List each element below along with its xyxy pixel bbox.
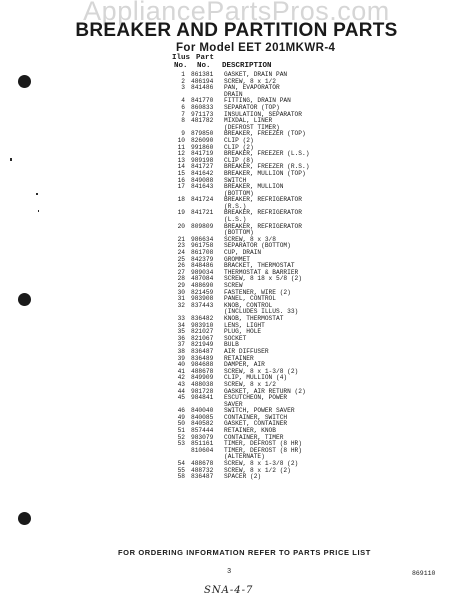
illus-number: 13: [177, 156, 185, 164]
illus-number: 21: [177, 235, 185, 243]
illus-number: 32: [177, 301, 185, 309]
illus-number: [166, 92, 191, 99]
illus-number: 18: [177, 196, 185, 204]
part-number: 487084: [191, 275, 214, 283]
part-description: BREAKER, REFRIGERATOR: [224, 196, 302, 204]
illus-number: 16: [177, 176, 185, 184]
illus-number: 49: [177, 413, 185, 421]
part-number: 488690: [191, 282, 214, 289]
illus-number: 53: [177, 440, 185, 448]
illus-number: 46: [177, 407, 185, 415]
part-number: 486194: [191, 77, 214, 85]
illus-number: 52: [177, 433, 185, 441]
part-number: 837443: [191, 301, 214, 309]
illus-number: 58: [177, 473, 185, 481]
part-description: BULB: [224, 341, 239, 349]
punch-hole-top: [18, 75, 31, 88]
part-number: 841770: [191, 97, 214, 105]
illus-number: 4: [181, 97, 185, 105]
illus-number: 9: [181, 130, 185, 138]
part-description: BREAKER, REFRIGERATOR: [224, 209, 302, 217]
part-description: (R.S.): [224, 202, 247, 210]
part-number: 989198: [191, 156, 214, 164]
punch-hole-bottom: [18, 512, 31, 525]
part-number: 983910: [191, 321, 214, 329]
table-row: [166, 210, 424, 217]
scan-speck: [38, 210, 39, 212]
part-description: SPACER (2): [224, 473, 262, 481]
part-description: MIXDAL, LINER: [224, 117, 273, 125]
parts-list: [166, 72, 424, 481]
illus-number: 40: [177, 361, 185, 369]
part-description: BREAKER, FREEZER (TOP): [224, 130, 306, 138]
illus-number: 10: [177, 136, 185, 144]
part-number: 488038: [191, 380, 214, 388]
part-description: CLIP (2): [224, 143, 254, 151]
part-description: BREAKER, MULLION (TOP): [224, 169, 306, 177]
illus-number: 30: [177, 288, 185, 296]
part-description: SCREW: [224, 282, 243, 289]
scan-speck: [36, 193, 38, 195]
document-code: 869110: [412, 570, 436, 577]
page-title: BREAKER AND PARTITION PARTS: [75, 20, 398, 41]
part-description: CLIP (2): [224, 136, 254, 144]
part-description: GASKET, AIR RETURN (2): [224, 387, 306, 395]
illus-number: 29: [177, 282, 185, 289]
part-description: RETAINER: [224, 354, 254, 362]
part-description: FITTING, DRAIN PAN: [224, 97, 291, 105]
part-description: PAN, EVAPORATOR: [224, 84, 280, 92]
illus-number: 26: [177, 262, 185, 270]
illus-number: 7: [181, 110, 185, 118]
part-number: 841486: [191, 84, 214, 92]
part-description: SCREW, 8 x 1-3/8 (2): [224, 460, 299, 468]
part-description: DRAIN: [224, 90, 243, 98]
part-description: CONTAINER, SWITCH: [224, 413, 288, 421]
illus-number: 33: [177, 314, 185, 322]
table-row: [166, 448, 424, 455]
handwritten-mark: SNA-4-7: [204, 585, 254, 596]
part-description: TIMER, DEFROST (8 HR): [224, 446, 302, 454]
part-number: 841721: [191, 209, 214, 217]
punch-hole-middle: [18, 293, 31, 306]
illus-number: 8: [181, 117, 185, 125]
part-description: DAMPER, AIR: [224, 361, 265, 369]
part-number: 861708: [191, 249, 214, 257]
part-number: 851161: [191, 440, 214, 448]
part-number: 841643: [191, 183, 214, 191]
illus-number: 50: [177, 420, 185, 428]
illus-number: 35: [177, 328, 185, 336]
part-description: (DEFROST TIMER): [224, 123, 280, 131]
table-row: [166, 197, 424, 204]
illus-number: [166, 448, 191, 455]
illus-number: 12: [177, 150, 185, 158]
part-description: CONTAINER, TIMER: [224, 433, 284, 441]
part-number: 983908: [191, 295, 214, 303]
part-description: SEPARATOR (TOP): [224, 103, 280, 111]
part-description: TIMER, DEFROST (8 HR): [224, 440, 302, 448]
illus-number: 28: [177, 275, 185, 283]
part-description: SWITCH: [224, 176, 247, 184]
illus-number: 6: [181, 103, 185, 111]
part-number: 481782: [191, 117, 214, 125]
part-number: 860833: [191, 103, 214, 111]
table-row: [166, 118, 424, 125]
part-description: GROMMET: [224, 255, 250, 263]
part-number: 841724: [191, 196, 214, 204]
illus-number: 20: [177, 222, 185, 230]
part-number: 836489: [191, 354, 214, 362]
part-description: GASKET, CONTAINER: [224, 420, 288, 428]
part-description: CUP, DRAIN: [224, 249, 262, 257]
part-description: PANEL, CONTROL: [224, 295, 276, 303]
part-number: 991860: [191, 143, 214, 151]
part-description: THERMOSTAT & BARRIER: [224, 268, 299, 276]
table-row: [166, 474, 424, 481]
part-description: SCREW, 8 x 1/2 (2): [224, 466, 291, 474]
illus-number: 41: [177, 367, 185, 375]
illus-number: 31: [177, 295, 185, 303]
part-number: 841727: [191, 163, 214, 171]
part-description: (ALTERNATE): [224, 453, 265, 461]
illus-number: 34: [177, 321, 185, 329]
part-number: 984688: [191, 361, 214, 369]
part-description: (L.S.): [224, 216, 247, 224]
part-number: 826090: [191, 136, 214, 144]
part-description: SCREW, 8 x 1/2: [224, 380, 276, 388]
scan-speck: [10, 158, 12, 161]
part-number: 879850: [191, 130, 214, 138]
part-number: 821459: [191, 288, 214, 296]
col-head-ilus: Ilus: [172, 54, 191, 62]
part-number: 840582: [191, 420, 214, 428]
illus-number: 51: [177, 427, 185, 435]
part-number: 488678: [191, 460, 214, 468]
illus-number: 11: [177, 143, 185, 151]
part-number: 809809: [191, 222, 214, 230]
illus-number: 25: [177, 255, 185, 263]
watermark: AppliancePartsPros.com: [83, 0, 390, 26]
illus-number: [166, 125, 191, 132]
part-number: 849909: [191, 374, 214, 382]
illus-number: 15: [177, 169, 185, 177]
illus-number: 27: [177, 268, 185, 276]
part-number: 989034: [191, 268, 214, 276]
table-row: [166, 85, 424, 92]
table-row: [166, 184, 424, 191]
part-description: SCREW, 8 18 x 5/8 (2): [224, 275, 302, 283]
part-number: 836487: [191, 473, 214, 481]
model-line: For Model EET 201MKWR-4: [176, 42, 336, 54]
part-number: 986634: [191, 235, 214, 243]
illus-number: 24: [177, 249, 185, 257]
illus-number: 43: [177, 380, 185, 388]
part-number: 981728: [191, 387, 214, 395]
part-number: 821067: [191, 334, 214, 342]
illus-number: 39: [177, 354, 185, 362]
illus-number: 17: [177, 183, 185, 191]
part-number: 488678: [191, 367, 214, 375]
illus-number: 19: [177, 209, 185, 217]
page-number: 3: [227, 568, 232, 576]
illus-number: 2: [181, 77, 185, 85]
part-number: 836482: [191, 314, 214, 322]
part-description: (BOTTOM): [224, 229, 254, 237]
part-number: 840040: [191, 407, 214, 415]
part-description: CLIP (8): [224, 156, 254, 164]
part-description: SCREW, 8 x 3/8: [224, 235, 276, 243]
part-description: INSULATION, SEPARATOR: [224, 110, 302, 118]
part-description: BREAKER, FREEZER (R.S.): [224, 163, 310, 171]
col-head-description: DESCRIPTION: [222, 62, 272, 70]
part-description: SWITCH, POWER SAVER: [224, 407, 295, 415]
part-description: SCREW, 8 x 1-3/8 (2): [224, 367, 299, 375]
col-head-no-1: No.: [174, 62, 188, 70]
illus-number: 38: [177, 347, 185, 355]
part-description: ESCUTCHEON, POWER: [224, 394, 288, 402]
ordering-note: FOR ORDERING INFORMATION REFER TO PARTS PRICE LIST: [118, 548, 371, 557]
illus-number: 1: [181, 71, 185, 78]
part-description: BREAKER, FREEZER (L.S.): [224, 150, 310, 158]
part-number: 842379: [191, 255, 214, 263]
illus-number: 42: [177, 374, 185, 382]
part-number: 984841: [191, 394, 214, 402]
part-number: 810604: [191, 446, 214, 454]
part-description: RETAINER, KNOB: [224, 427, 276, 435]
part-description: SAVER: [224, 400, 243, 408]
part-description: (BOTTOM): [224, 189, 254, 197]
col-head-part: Part: [196, 54, 215, 62]
part-description: KNOB, CONTROL: [224, 301, 273, 309]
illus-number: 14: [177, 163, 185, 171]
part-number: 488732: [191, 466, 214, 474]
illus-number: 54: [177, 460, 185, 468]
part-description: BREAKER, REFRIGERATOR: [224, 222, 302, 230]
illus-number: 37: [177, 341, 185, 349]
part-number: 983079: [191, 433, 214, 441]
illus-number: 36: [177, 334, 185, 342]
part-description: LENS, LIGHT: [224, 321, 265, 329]
part-description: GASKET, DRAIN PAN: [224, 71, 288, 78]
part-number: 848486: [191, 262, 214, 270]
part-number: 857444: [191, 427, 214, 435]
illus-number: 45: [177, 394, 185, 402]
part-description: SEPARATOR (BOTTOM): [224, 242, 291, 250]
part-description: AIR DIFFUSER: [224, 347, 269, 355]
part-description: CLIP, MULLION (4): [224, 374, 288, 382]
part-number: 821027: [191, 328, 214, 336]
part-description: PLUG, HOLE: [224, 328, 262, 336]
illus-number: 23: [177, 242, 185, 250]
part-description: FASTENER, WIRE (2): [224, 288, 291, 296]
part-number: 841642: [191, 169, 214, 177]
part-number: 861381: [191, 71, 214, 78]
part-number: 841719: [191, 150, 214, 158]
illus-number: 55: [177, 466, 185, 474]
table-row: [166, 395, 424, 402]
part-number: 961758: [191, 242, 214, 250]
part-description: BREAKER, MULLION: [224, 183, 284, 191]
part-description: KNOB, THERMOSTAT: [224, 314, 284, 322]
illus-number: 3: [181, 84, 185, 92]
illus-number: 44: [177, 387, 185, 395]
col-head-no-2: No.: [197, 62, 211, 70]
table-row: [166, 224, 424, 231]
part-number: 836487: [191, 347, 214, 355]
part-description: BRACKET, THERMOSTAT: [224, 262, 295, 270]
part-number: 821949: [191, 341, 214, 349]
part-description: (INCLUDES ILLUS. 33): [224, 308, 299, 316]
part-number: 971173: [191, 110, 214, 118]
part-number: 840085: [191, 413, 214, 421]
part-description: SOCKET: [224, 334, 247, 342]
part-number: 849088: [191, 176, 214, 184]
part-description: SCREW, 8 x 1/2: [224, 77, 276, 85]
